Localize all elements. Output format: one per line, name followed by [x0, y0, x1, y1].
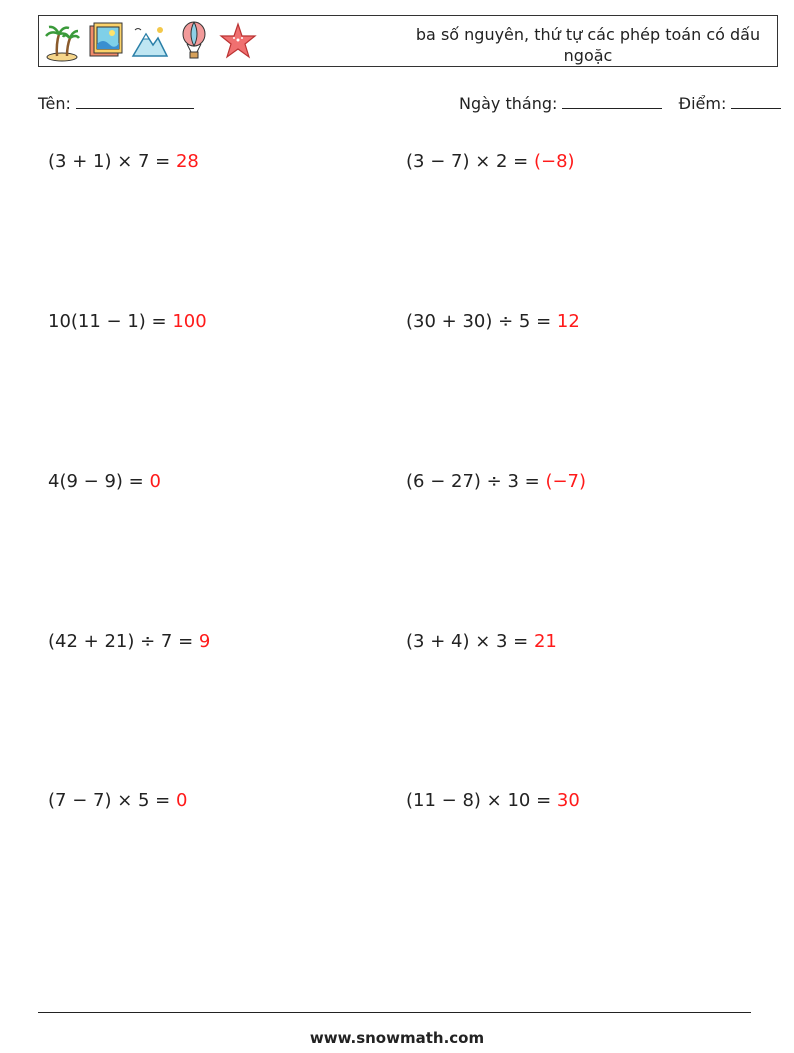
worksheet-header — [38, 15, 778, 67]
date-blank[interactable] — [562, 94, 662, 109]
problem-answer: 9 — [198, 631, 211, 652]
problem-8 — [406, 631, 557, 652]
problem-answer: (−8) — [533, 151, 575, 172]
problem-5 — [48, 471, 161, 492]
problem-answer: 30 — [556, 790, 580, 811]
problem-question: (3 + 1) × 7 = — [48, 151, 176, 172]
hot-air-balloon-icon — [175, 20, 213, 62]
problem-question: (6 − 27) ÷ 3 = — [406, 471, 546, 492]
starfish-icon — [219, 20, 257, 62]
problem-question: (30 + 30) ÷ 5 = — [406, 311, 557, 332]
picture-frame-icon — [87, 20, 125, 62]
name-field — [38, 94, 194, 113]
problem-6 — [406, 471, 586, 492]
problem-answer: 0 — [175, 790, 188, 811]
mountain-icon — [131, 20, 169, 62]
problem-question: (7 − 7) × 5 = — [48, 790, 176, 811]
problem-question: 10(11 − 1) = — [48, 311, 173, 332]
problem-answer: (−7) — [545, 471, 587, 492]
date-score-fields — [459, 94, 781, 113]
problem-answer: 12 — [556, 311, 580, 332]
problem-9 — [48, 790, 187, 811]
footer-divider — [38, 1012, 751, 1013]
palm-island-icon — [43, 20, 81, 62]
problem-1 — [48, 151, 199, 172]
worksheet-title: ba số nguyên, thứ tự các phép toán có dấu ngoặc — [415, 25, 761, 65]
problem-2 — [406, 151, 575, 172]
problem-question: 4(9 − 9) = — [48, 471, 150, 492]
problem-answer: 21 — [533, 631, 557, 652]
problem-question: (42 + 21) ÷ 7 = — [48, 631, 199, 652]
problem-answer: 0 — [149, 471, 161, 492]
problem-3 — [48, 311, 207, 332]
header-icons — [43, 20, 257, 62]
score-label: Điểm: — [678, 94, 727, 113]
problem-question: (11 − 8) × 10 = — [406, 790, 557, 811]
problem-10 — [406, 790, 580, 811]
date-label: Ngày tháng: — [459, 94, 558, 113]
problem-question: (3 + 4) × 3 = — [406, 631, 534, 652]
name-label: Tên: — [38, 94, 71, 113]
problem-question: (3 − 7) × 2 = — [406, 151, 534, 172]
score-blank[interactable] — [731, 94, 781, 109]
footer-url[interactable]: www.snowmath.com — [309, 1029, 485, 1047]
name-blank[interactable] — [76, 94, 194, 109]
problem-answer: 28 — [175, 151, 199, 172]
problem-4 — [406, 311, 580, 332]
problem-answer: 100 — [172, 311, 207, 332]
problem-7 — [48, 631, 210, 652]
